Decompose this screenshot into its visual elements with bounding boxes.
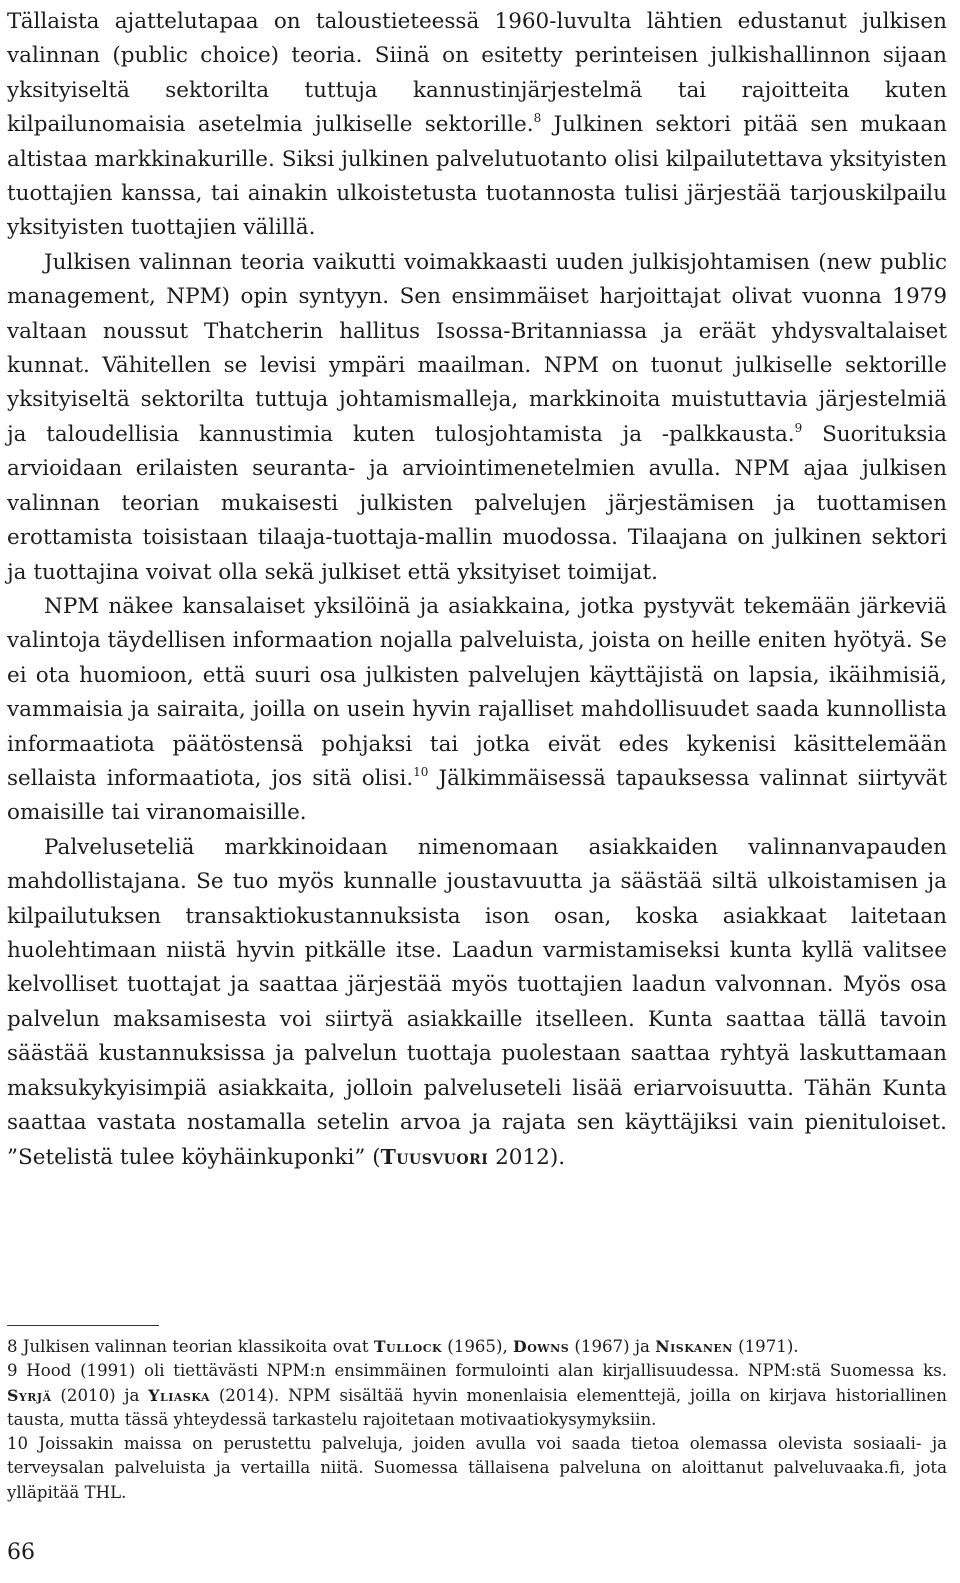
- text-run: (1967) ja: [569, 1337, 656, 1356]
- footnote: [7, 1432, 947, 1505]
- page-number: 66: [7, 1540, 35, 1565]
- text-run: 2012).: [488, 1145, 566, 1171]
- text-run: Suorituksia arvioidaan erilaisten seuranta- ja arviointimenetelmien avulla. NPM ajaa julkisen valinnan teorian mukaisesti julkisten palvelujen järjestämisen ja tuottamisen erottamista toisistaan tilaaja-tuottaja-mallin muodossa. Tilaajana on julkinen sektori ja tuottajina voivat olla sekä julkiset että yksityiset toimijat.: [7, 421, 947, 585]
- text-run: NPM näkee kansalaiset yksilöinä ja asiakkaina, jotka pystyvät tekemään järkeviä valintoja täydellisen informaation nojalla palveluista, joista on heille eniten hyötyä. Se ei ota huomioon, että suuri osa julkisten palvelujen käyttäjistä on lapsia, ikäihmisiä, vammaisia ja sairaita, joilla on usein hyvin rajalliset mahdollisuudet saada kunnollista informaatiota päätöstensä pohjaksi tai jotka eivät edes kykenisi käsittelemään sellaista informaatiota, jos sitä olisi.: [7, 593, 947, 791]
- text-run: 8 Julkisen valinnan teorian klassikoita ovat: [7, 1337, 374, 1356]
- footnote-separator: [7, 1325, 159, 1326]
- body-text: [7, 5, 947, 1176]
- cited-author: Yliaska: [148, 1385, 211, 1405]
- cited-author: Niskanen: [655, 1337, 733, 1356]
- cited-author: Downs: [513, 1337, 570, 1356]
- cited-author: Syrjä: [7, 1385, 52, 1405]
- footnote-reference: 10: [413, 764, 429, 779]
- body-paragraph: [7, 5, 947, 246]
- text-run: Julkinen sektori pitää sen mukaan altistaa markkinakurille. Siksi julkinen palvelutuotanto olisi kilpailutettava yksityisten tuottajien kanssa, tai ainakin ulkoistetusta tuotannosta tulisi järjestää tarjouskilpailu yksityisten tuottajien välillä.: [7, 112, 948, 241]
- body-paragraph: [7, 590, 947, 831]
- text-run: Tällaista ajattelutapaa on taloustieteessä 1960-luvulta lähtien edustanut julkisen valinnan (public choice) teoria. Siinä on esitetty perinteisen julkishallinnon sijaan yksityiseltä sektorilta tuttuja kannustinjärjestelmä tai rajoitteita kuten kilpailunomaisia asetelmia julkiselle sektorille.: [7, 9, 947, 138]
- text-run: 10 Joissakin maissa on perustettu palveluja, joiden avulla voi saada tietoa olemassa olevista sosiaali- ja terveysalan palveluista ja vertailla niitä. Suomessa tällaisena palveluna on aloittanut palveluvaaka.fi, jota ylläpitää THL.: [7, 1434, 947, 1502]
- footnotes: [7, 1335, 947, 1505]
- text-run: Jälkimmäisessä tapauksessa valinnat siirtyvät omaisille tai viranomaisille.: [7, 765, 947, 826]
- cited-author: Tuusvuori: [380, 1145, 489, 1170]
- text-run: 9 Hood (1991) oli tiettävästi NPM:n ensimmäinen formulointi alan kirjallisuudessa. NPM:stä Suomessa ks.: [7, 1361, 947, 1381]
- text-run: Julkisen valinnan teoria vaikutti voimakkaasti uuden julkisjohtamisen (new public management, NPM) opin syntyyn. Sen ensimmäiset harjoittajat olivat vuonna 1979 valtaan noussut Thatcherin hallitus Isossa-Britanniassa ja eräät yhdysvaltalaiset kunnat. Vähitellen se levisi ympäri maailman. NPM on tuonut julkiselle sektorille yksityiseltä sektorilta tuttuja johtamismalleja, markkinoita muistuttavia järjestelmiä ja taloudellisia kannustimia kuten tulosjohtamista ja -palkkausta.: [7, 249, 947, 447]
- text-run: (1965),: [442, 1337, 514, 1356]
- cited-author: Tullock: [373, 1337, 443, 1356]
- text-run: (2014). NPM sisältää hyvin monenlaisia elementtejä, joilla on kirjava historiallinen tausta, mutta tässä yhteydessä tarkastelu rajoitetaan motivaatiokysymyksiin.: [7, 1385, 947, 1429]
- footnote-reference: 8: [533, 111, 542, 126]
- footnote: [7, 1335, 947, 1359]
- body-paragraph: [7, 246, 947, 590]
- body-paragraph: [7, 831, 947, 1176]
- text-run: (1971).: [732, 1337, 799, 1356]
- footnote: [7, 1359, 947, 1432]
- text-run: Palveluseteliä markkinoidaan nimenomaan asiakkaiden valinnanvapauden mahdollistajana. Se tuo myös kunnalle joustavuutta ja säästää siltä ulkoistamisen ja kilpailutuksen transaktiokustannuksista ison osan, koska asiakkaat laitetaan huolehtimaan niistä hyvin pitkälle itse. Laadun varmistamiseksi kunta kyllä valitsee kelvolliset tuottajat ja saattaa järjestää myös tuottajien laadun valvonnan. Myös osa palvelun maksamisesta voi siirtyä asiakkaille itselleen. Kunta saattaa tällä tavoin säästää kustannuksissa ja palvelun tuottaja puolestaan saattaa ryhtyä laskuttamaan maksukykyisimpiä asiakkaita, jolloin palveluseteli lisää eriarvoisuutta. Tähän Kunta saattaa vastata nostamalla setelin arvoa ja rajata sen käyttäjiksi vain pienituloiset. ”Setelistä tulee köyhäinkuponki” (: [7, 834, 947, 1171]
- footnote-reference: 9: [794, 420, 803, 435]
- text-run: (2010) ja: [51, 1385, 149, 1405]
